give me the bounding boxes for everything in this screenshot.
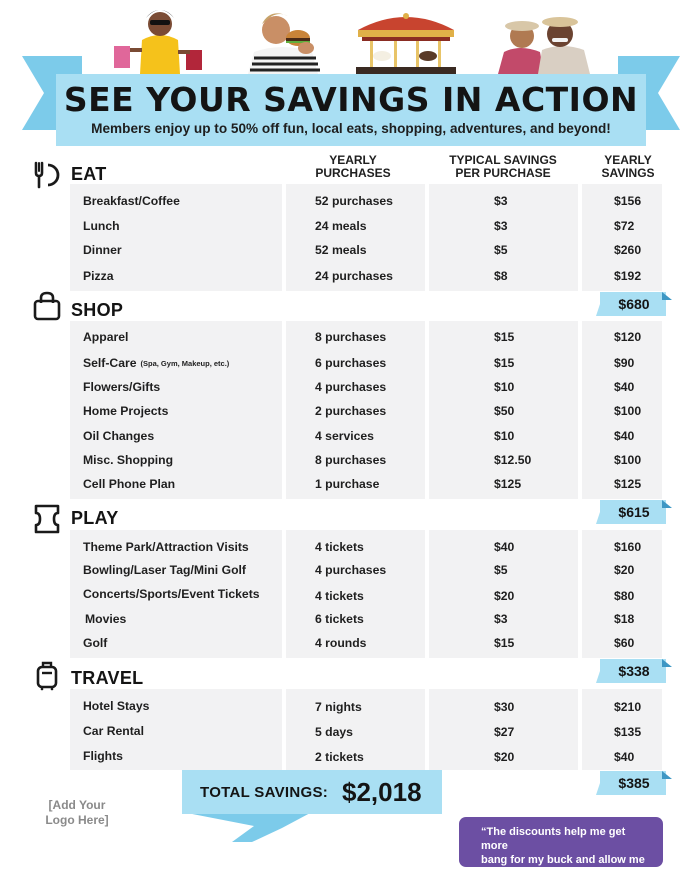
- shop-row-0-savings: $120: [614, 330, 642, 344]
- shop-row-4-per: $10: [494, 429, 515, 443]
- eat-row-2-savings: $260: [614, 243, 642, 257]
- play-row-4-per: $15: [494, 636, 515, 650]
- play-row-3-per: $3: [494, 612, 508, 626]
- play-row-4-purchases: 4 rounds: [315, 636, 367, 650]
- play-row-1-item: Bowling/Laser Tag/Mini Golf: [83, 563, 246, 577]
- eat-row-1-item: Lunch: [83, 219, 120, 233]
- shop-subtotal-value: $615: [618, 504, 650, 520]
- play-row-2-item: Concerts/Sports/Event Tickets: [83, 587, 260, 601]
- play-subtotal-value: $338: [618, 663, 650, 679]
- eat-subtotal: [596, 292, 672, 316]
- travel-subtotal: [596, 771, 672, 795]
- eat-row-3-per: $8: [494, 269, 508, 283]
- play-row-3-item: Movies: [85, 612, 127, 626]
- total-savings-value: $2,018: [342, 777, 422, 807]
- fork-plate-icon: [32, 160, 62, 190]
- column-header-per-purchase: TYPICAL SAVINGS PER PURCHASE: [449, 153, 557, 180]
- shop-row-6-purchases: 1 purchase: [315, 477, 380, 491]
- travel-row-0-per: $30: [494, 700, 515, 714]
- logo-placeholder[interactable]: [Add Your Logo Here]: [45, 798, 109, 827]
- shop-row-2-purchases: 4 purchases: [315, 380, 387, 394]
- travel-row-2-savings: $40: [614, 750, 635, 764]
- play-row-4-savings: $60: [614, 636, 635, 650]
- eat-row-0-purchases: 52 purchases: [315, 194, 393, 208]
- play-row-2-savings: $80: [614, 589, 635, 603]
- play-row-1-savings: $20: [614, 563, 635, 577]
- play-row-0-item: Theme Park/Attraction Visits: [83, 540, 249, 554]
- eat-row-3-savings: $192: [614, 269, 642, 283]
- eat-row-0-item: Breakfast/Coffee: [83, 194, 180, 208]
- travel-row-0-item: Hotel Stays: [83, 699, 150, 713]
- section-title-play: PLAY: [71, 508, 119, 528]
- shop-row-5-per: $12.50: [494, 453, 532, 467]
- play-row-1-purchases: 4 purchases: [315, 563, 387, 577]
- shop-row-4-item: Oil Changes: [83, 429, 155, 443]
- eat-row-3-purchases: 24 purchases: [315, 269, 393, 283]
- travel-row-2-per: $20: [494, 750, 515, 764]
- eat-row-2-purchases: 52 meals: [315, 243, 367, 257]
- shop-row-5-item: Misc. Shopping: [83, 453, 174, 467]
- shop-row-1-per: $15: [494, 356, 515, 370]
- play-row-1-per: $5: [494, 563, 508, 577]
- shop-row-3-savings: $100: [614, 404, 642, 418]
- column-header-savings: YEARLY SAVINGS: [601, 153, 655, 180]
- total-ribbon: [182, 812, 312, 842]
- section-title-travel: TRAVEL: [71, 668, 144, 688]
- shopping-bag-icon: [32, 291, 62, 321]
- testimonial-line-2: bang for my buck and allow me to: [481, 854, 645, 880]
- shop-row-6-per: $125: [494, 477, 522, 491]
- shop-row-0-per: $15: [494, 330, 515, 344]
- shop-row-3-purchases: 2 purchases: [315, 404, 387, 418]
- ticket-icon: [32, 504, 62, 534]
- play-row-2-per: $20: [494, 589, 515, 603]
- eat-row-1-per: $3: [494, 219, 508, 233]
- page-title: SEE YOUR SAVINGS IN ACTION: [63, 80, 639, 119]
- shopper-photo: [112, 4, 208, 74]
- shop-row-4-purchases: 4 services: [315, 429, 374, 443]
- shop-row-4-savings: $40: [614, 429, 635, 443]
- travel-row-2-purchases: 2 tickets: [315, 750, 364, 764]
- page-subtitle: Members enjoy up to 50% off fun, local eats, shopping, adventures, and beyond!: [91, 121, 611, 136]
- total-savings-label: TOTAL SAVINGS:: [200, 784, 329, 801]
- eat-row-0-savings: $156: [614, 194, 642, 208]
- shop-row-3-per: $50: [494, 404, 515, 418]
- shop-row-1-item: [83, 353, 229, 373]
- shop-row-2-item: Flowers/Gifts: [83, 380, 161, 394]
- eat-row-1-purchases: 24 meals: [315, 219, 367, 233]
- travel-row-0-purchases: 7 nights: [315, 700, 362, 714]
- shop-row-0-item: Apparel: [83, 330, 129, 344]
- play-subtotal: [596, 659, 672, 683]
- play-row-0-savings: $160: [614, 540, 642, 554]
- eat-subtotal-value: $680: [618, 296, 650, 312]
- play-row-3-purchases: 6 tickets: [315, 612, 364, 626]
- eat-row-3-item: Pizza: [83, 269, 114, 283]
- travel-row-2-item: Flights: [83, 749, 123, 763]
- play-row-4-item: Golf: [83, 636, 108, 650]
- shop-subtotal: [596, 500, 672, 524]
- travel-row-0-savings: $210: [614, 700, 642, 714]
- couple-photo: [496, 8, 594, 74]
- shop-row-2-per: $10: [494, 380, 515, 394]
- testimonial-bubble: [459, 817, 663, 880]
- shop-row-5-savings: $100: [614, 453, 642, 467]
- shop-row-1-purchases: 6 purchases: [315, 356, 387, 370]
- play-row-2-purchases: 4 tickets: [315, 589, 364, 603]
- shop-row-5-purchases: 8 purchases: [315, 453, 387, 467]
- play-row-0-purchases: 4 tickets: [315, 540, 364, 554]
- travel-row-1-purchases: 5 days: [315, 725, 353, 739]
- travel-row-1-savings: $135: [614, 725, 642, 739]
- shop-row-3-item: Home Projects: [83, 404, 169, 418]
- shop-row-6-savings: $125: [614, 477, 642, 491]
- travel-row-1-item: Car Rental: [83, 724, 144, 738]
- shop-row-2-savings: $40: [614, 380, 635, 394]
- title-banner: [56, 74, 646, 146]
- eat-row-2-per: $5: [494, 243, 508, 257]
- column-header-purchases: YEARLY PURCHASES: [315, 153, 391, 180]
- carousel-photo: [350, 8, 462, 74]
- shop-row-1-item-note: (Spa, Gym, Makeup, etc.): [140, 359, 230, 368]
- suitcase-icon: [32, 660, 62, 690]
- travel-row-1-per: $27: [494, 725, 515, 739]
- testimonial-line-1: “The discounts help me get more: [481, 826, 626, 852]
- eat-row-1-savings: $72: [614, 219, 635, 233]
- section-title-shop: SHOP: [71, 300, 124, 320]
- eat-row-0-per: $3: [494, 194, 508, 208]
- burger-eater-photo: [240, 8, 330, 74]
- shop-row-0-purchases: 8 purchases: [315, 330, 387, 344]
- play-row-0-per: $40: [494, 540, 515, 554]
- section-title-eat: EAT: [71, 164, 107, 184]
- shop-row-1-savings: $90: [614, 356, 635, 370]
- shop-row-1-item-label: Self-Care: [83, 356, 137, 370]
- eat-row-2-item: Dinner: [83, 243, 122, 257]
- travel-subtotal-value: $385: [618, 775, 650, 791]
- shop-row-6-item: Cell Phone Plan: [83, 477, 176, 491]
- play-row-3-savings: $18: [614, 612, 635, 626]
